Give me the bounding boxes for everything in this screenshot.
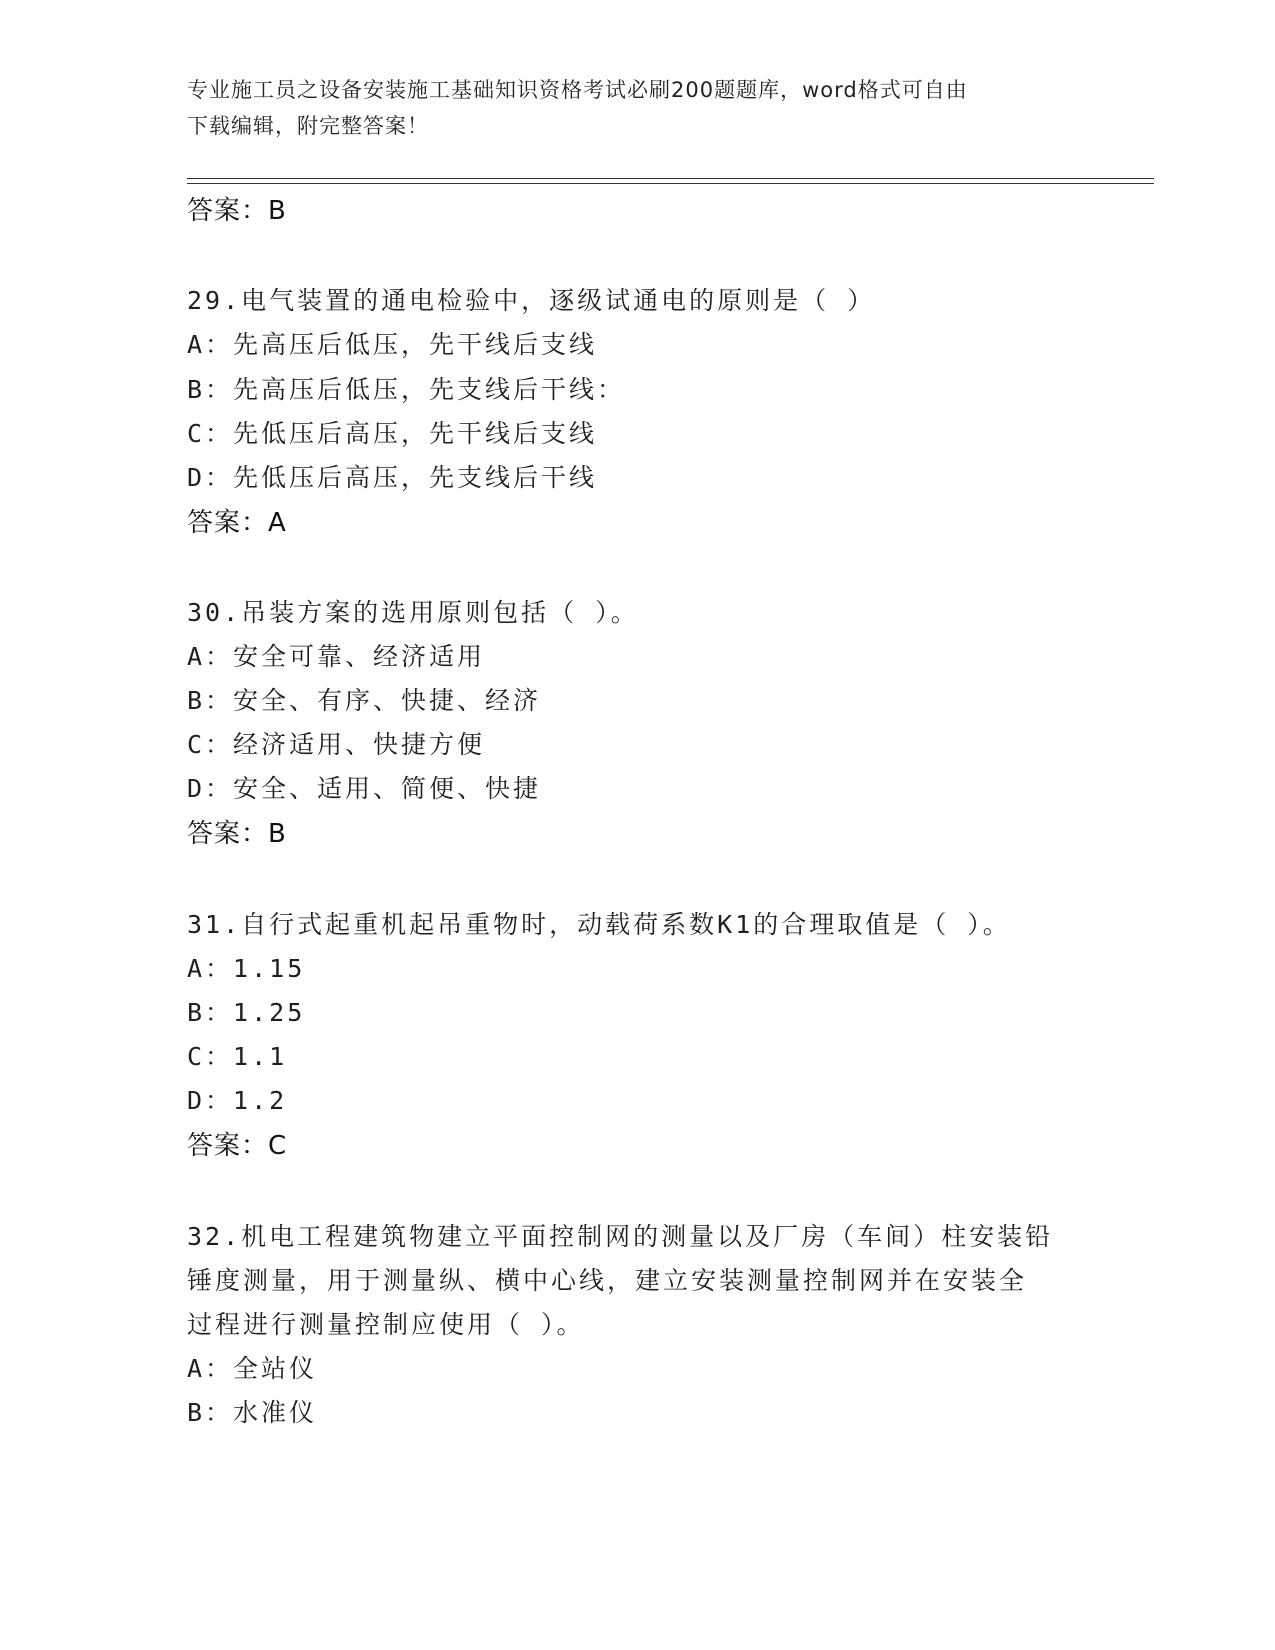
question-32-option-a: A：全站仪 (187, 1354, 318, 1383)
answer-label: 答案： (187, 819, 269, 849)
header-divider-bottom (187, 183, 1154, 184)
header-line-2: 下载编辑，附完整答案！ (187, 114, 429, 138)
answer-value: A (268, 508, 287, 538)
question-31-option-b: B：1.25 (187, 998, 306, 1027)
question-29-stem: 29.电气装置的通电检验中，逐级试通电的原则是（ ） (187, 286, 876, 315)
question-30-option-a: A：安全可靠、经济适用 (187, 642, 486, 671)
answer-label: 答案： (187, 508, 269, 538)
answer-value: B (268, 196, 287, 226)
question-29-option-c: C：先低压后高压，先干线后支线 (187, 419, 598, 448)
question-30-option-b: B：安全、有序、快捷、经济 (187, 686, 542, 715)
question-31-answer (187, 1125, 287, 1162)
header-divider-top (187, 178, 1154, 179)
question-32-stem-line-2: 锤度测量，用于测量纵、横中心线，建立安装测量控制网并在安装全 (187, 1266, 1028, 1295)
question-30-option-c: C：经济适用、快捷方便 (187, 730, 486, 759)
question-31-stem: 31.自行式起重机起吊重物时，动载荷系数K1的合理取值是（ ）。 (187, 910, 1011, 939)
answer-label: 答案： (187, 1131, 269, 1161)
document-header (187, 72, 1067, 144)
question-32-option-b: B：水准仪 (187, 1398, 318, 1427)
question-29-option-d: D：先低压后高压，先支线后干线 (187, 463, 598, 492)
question-29-option-a: A：先高压后低压，先干线后支线 (187, 330, 598, 359)
question-31-option-a: A：1.15 (187, 954, 306, 983)
question-32-stem-line-3: 过程进行测量控制应使用（ ）。 (187, 1310, 585, 1339)
question-29-option-b: B：先高压后低压，先支线后干线： (187, 375, 626, 404)
question-30-answer (187, 813, 287, 850)
question-31-option-c: C：1.1 (187, 1042, 288, 1071)
question-31-option-d: D：1.2 (187, 1086, 288, 1115)
previous-answer (187, 190, 287, 227)
answer-value: B (268, 819, 287, 849)
header-line-1: 专业施工员之设备安装施工基础知识资格考试必刷200题题库，word格式可自由 (187, 78, 968, 102)
answer-label: 答案： (187, 196, 269, 226)
answer-value: C (268, 1131, 288, 1161)
question-32-stem-line-1: 32.机电工程建筑物建立平面控制网的测量以及厂房（车间）柱安装铅 (187, 1222, 1054, 1251)
question-30-option-d: D：安全、适用、简便、快捷 (187, 774, 542, 803)
question-29-answer (187, 502, 287, 539)
question-30-stem: 30.吊装方案的选用原则包括（ ）。 (187, 598, 639, 627)
